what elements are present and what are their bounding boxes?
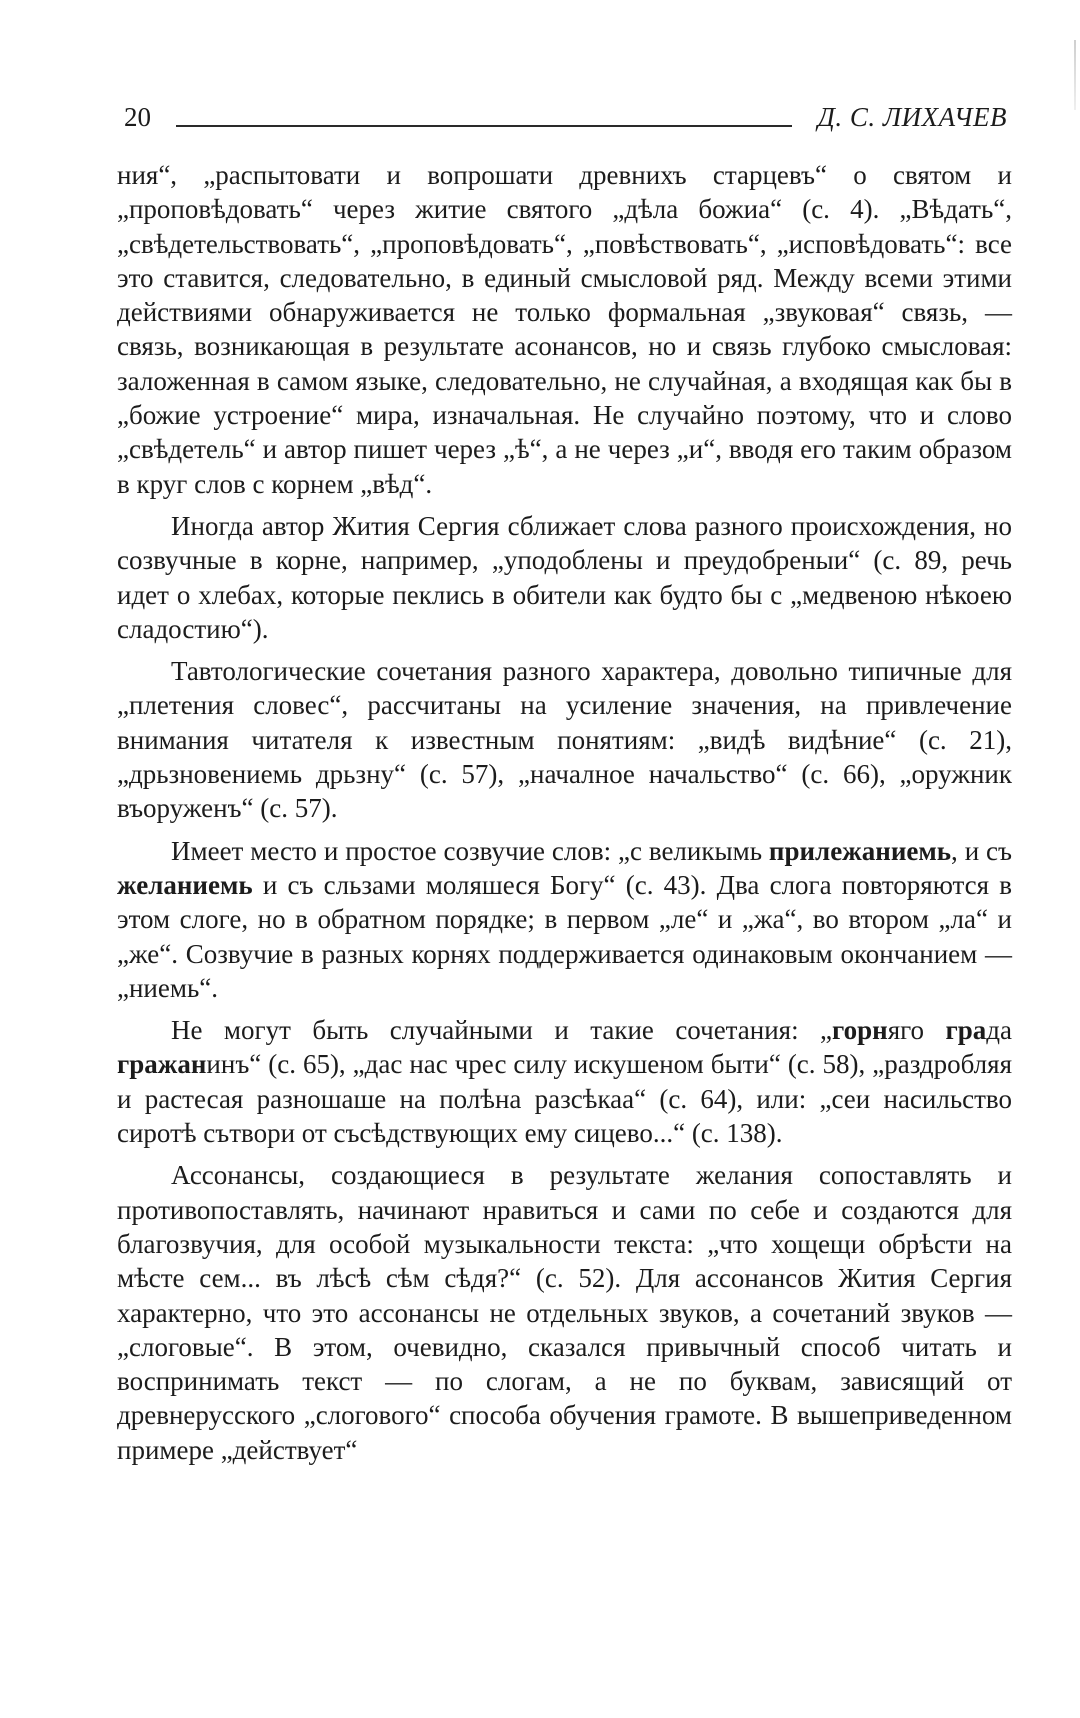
paragraph-run: яго [887,1015,946,1046]
paragraph-run: Иногда автор Жития Сергия сближает слова разного происхождения, но созвучные в корне, например, „уподоблены и преудобреныи“ (с. 89, речь идет о хлебах, которые пеклись в обители как будто бы с „медвеною нѣкоею сладостию“). [117,510,1012,644]
page-number: 20 [124,102,151,132]
paragraph [117,834,1012,1005]
paragraph [117,158,1012,501]
paragraph [117,1158,1012,1467]
paragraph-run-bold: гра [945,1015,987,1046]
body-text [117,158,1012,1467]
paragraph-run: Тавтологические сочетания разного характера, довольно типичные для „плетения словес“, рассчитаны на усиление значения, на привлечение внимания читателя к известным понятиям: „видѣ видѣние“ (с. 21), „дрьзновениемь дрьзну“ (с. 57), „началное начальство“ (с. 66), „оружник въоруженъ“ (с. 57). [117,656,1012,824]
page-header [112,98,1007,138]
paragraph-run: Ассонансы, создающиеся в результате желания сопоставлять и противопоставлять, начинают нравиться и сами по себе и создаются для благозвучия, для особой музыкальности текста: „что хощещи обрѣсти на мѣсте сем... въ лѣсѣ сѣм сѣдя?“ (с. 52). Для ассонансов Жития Сергия характерно, что это ассонансы не отдельных звуков, а сочетаний звуков — „слоговые“. В этом, очевидно, сказался привычный способ читать и воспринимать текст — по слогам, а не по буквам, зависящий от древнерусского „слогового“ способа обучения грамоте. В вышеприведенном примере „действует“ [117,1160,1012,1465]
paragraph-run: и съ сльзами моляшеся Богу“ (с. 43). Два слога повторяются в этом слоге, но в обратном порядке; в первом „ле“ и „жа“, во втором „ла“ и „же“. Созвучие в разных корнях поддерживается одинаковым окончанием — „ниемь“. [117,869,1012,1003]
paragraph-run-bold: гражан [117,1049,207,1080]
paragraph-run: ния“, „распытовати и вопрошати древнихъ старцевъ“ о святом и „проповѣдовать“ через житие святого „дѣла божиа“ (с. 4). „Вѣдать“, „свѣдетельствовать“, „проповѣдовать“, „повѣствовать“, „исповѣдовать“: все это ставится, следовательно, в единый смысловой ряд. Между всеми этими действиями обнаруживается не только формальная „звуковая“ связь, — связь, возникающая в результате асонансов, но и связь глубоко смысловая: заложенная в самом языке, следовательно, не случайная, а входящая как бы в „божие устроение“ мира, изначальная. Не случайно поэтому, что и слово „свѣдетель“ и автор пишет через „ѣ“, а не через „и“, вводя его таким образом в круг слов с корнем „вѣд“. [117,160,1012,499]
paragraph [117,509,1012,646]
paragraph-run: Имеет место и простое созвучие слов: „с великымь [171,835,769,866]
paragraph-run: да [986,1015,1013,1046]
paragraph-run: Не могут быть случайными и такие сочетания: „ [171,1015,833,1046]
paragraph-run: , и съ [951,835,1012,866]
paragraph-run-bold: желаниемь [117,869,253,900]
paragraph-run-bold: горн [832,1015,888,1046]
header-rule [176,125,792,127]
paragraph-run-bold: прилежаниемь [768,835,952,866]
running-head: Д. С. ЛИХАЧЕВ [817,102,1007,132]
paragraph [117,1013,1012,1150]
paragraph [117,654,1012,825]
margin-mark [1074,40,1076,110]
paragraph-run: инъ“ (с. 65), „дас нас чрес силу искушеном быти“ (с. 58), „раздробляя и растесая разношаше на полѣна разсѣкаа“ (с. 64), или: „сеи насильство сиротѣ сътвори от съсѣдствующих ему сицево...“ (с. 138). [117,1049,1012,1149]
